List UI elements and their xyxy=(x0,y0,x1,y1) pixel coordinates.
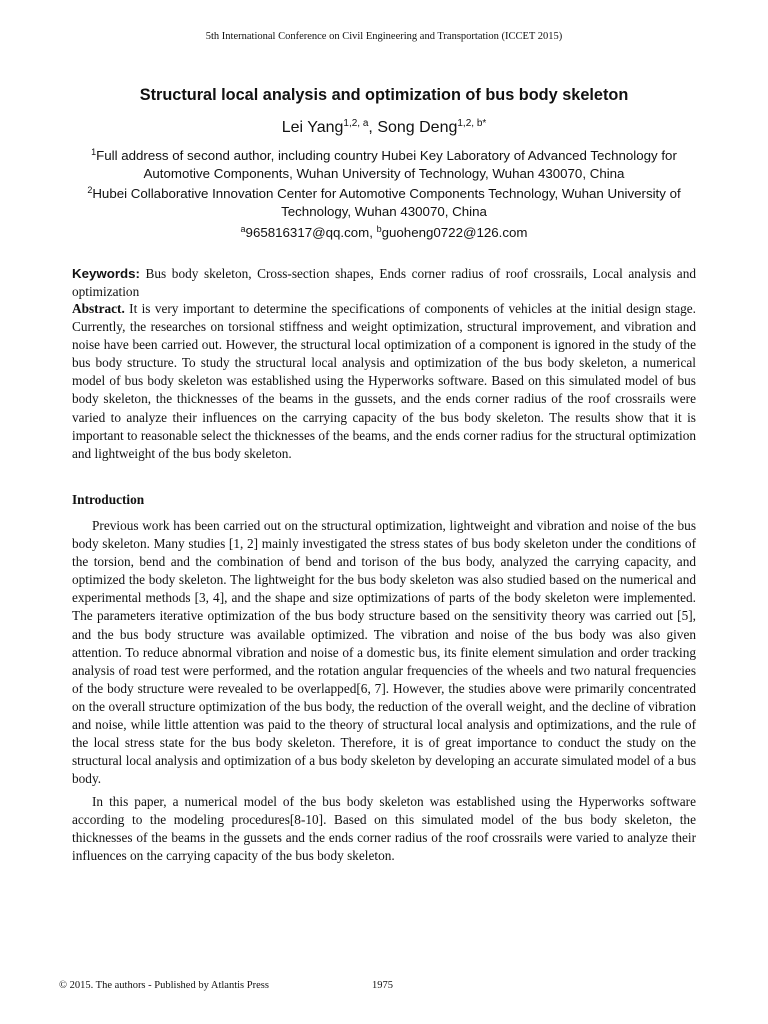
affiliation-text: Hubei Collaborative Innovation Center for Automotive Components Technology, Wuhan University of Technology, Wuhan 430070, China xyxy=(92,186,681,219)
author-superscript: 1,2, a xyxy=(343,118,369,129)
email-marker: a xyxy=(240,224,246,234)
email-marker: b xyxy=(376,224,382,234)
affiliation-marker: 2 xyxy=(87,185,93,195)
conference-header: 5th International Conference on Civil Engineering and Transportation (ICCET 2015) xyxy=(205,31,563,42)
affiliation-1 xyxy=(72,147,696,183)
page-number: 1975 xyxy=(372,980,393,991)
introduction-paragraph-2: In this paper, a numerical model of the bus body skeleton was established using the Hyperworks software according to the modeling procedures[8-10]. Based on this simulated model of the bus body skeleton, the thicknesses of the beams in the gussets and the ends corner radius of the roof crossrails were varied to analyze their influences on the carrying capacity of the bus body skeleton. xyxy=(72,794,696,864)
paper-title: Structural local analysis and optimization of bus body skeleton xyxy=(139,86,629,104)
author-list xyxy=(0,119,768,137)
section-heading-introduction: Introduction xyxy=(72,492,145,507)
author-name: Lei Yang xyxy=(281,119,344,136)
footer-copyright: © 2015. The authors - Published by Atlantis Press xyxy=(59,980,269,991)
abstract-block xyxy=(72,300,696,463)
author-emails xyxy=(72,224,696,242)
abstract-label: Abstract. xyxy=(72,301,125,316)
affiliation-2 xyxy=(72,185,696,221)
keywords-block xyxy=(72,265,696,301)
affiliation-marker: 1 xyxy=(91,147,97,157)
keywords-text: Bus body skeleton, Cross-section shapes, Ends corner radius of roof crossrails, Local analysis and optimization xyxy=(72,266,696,300)
introduction-paragraph-1: Previous work has been carried out on the structural optimization, lightweight and vibration and noise of the bus body skeleton. Many studies [1, 2] mainly investigated the stress states of bus body skeleton under the conditions of the torsion, bend and the combination of bend and torison of the bus body, analyzed the carrying capacity, and optimized the body skeleton. The lightweight for the bus body skeleton was also studied based on the numerical and experimental methods [3, 4], and the shape and size optimizations of parts of the body skeleton were implemented. The parameters iterative optimization of the bus body structure based on the sensitivity theory was carried out [5], and the bus body structure was available optimized. The vibration and noise of the bus body was also given attention. To reduce abnormal vibration and noise of a domestic bus, its finite element simulation and order tracking analysis of road test were performed, and the rotation angular frequencies of the wheels and two natural frequencies of the body structure were revealed to be overlapped[6, 7]. However, the studies above were primarily concentrated on the overall structure optimization of the bus body, the reduction of the overall weight, and the decline of vibration and noise, while little attention was paid to the theory of structural local analysis and optimizations, and the rule of the local stress state for the bus body skeleton. Therefore, it is of great importance to conduct the study on the structural local analysis and optimization of a bus body skeleton by developing an accurate simulated model of a bus body. xyxy=(72,518,696,787)
abstract-text: It is very important to determine the specifications of components of vehicles at the initial design stage. Currently, the researches on torsional stiffness and weight optimization, structural improvement, and vibration and noise have been carried out. However, the structural local optimization of a component is ignored in the study of the bus body structure. To study the structural local analysis and optimization of the bus body skeleton, a numerical model of bus body skeleton was established using the Hyperworks software. Based on this simulated model of bus body skeleton, the thicknesses of the beams in the gussets, and the ends corner radius of the roof crossrails were varied to analyze their influences on the carrying capacity of the bus body skeleton. The results show that it is important to reasonable select the thicknesses of the beams, and the ends corner radius for the structural optimization and lightweight of the bus body skeleton. xyxy=(72,301,696,461)
keywords-label: Keywords: xyxy=(72,266,140,281)
affiliation-text: Full address of second author, including country Hubei Key Laboratory of Advanced Technology for Automotive Components, Wuhan University of Technology, Wuhan 430070, China xyxy=(96,148,677,181)
author-superscript: 1,2, b* xyxy=(457,118,487,129)
email-address[interactable]: guoheng0722@126.com xyxy=(381,225,528,240)
author-separator: , xyxy=(368,119,378,136)
email-address[interactable]: 965816317@qq.com xyxy=(245,225,370,240)
email-separator: , xyxy=(369,225,377,240)
author-name: Song Deng xyxy=(377,119,458,136)
